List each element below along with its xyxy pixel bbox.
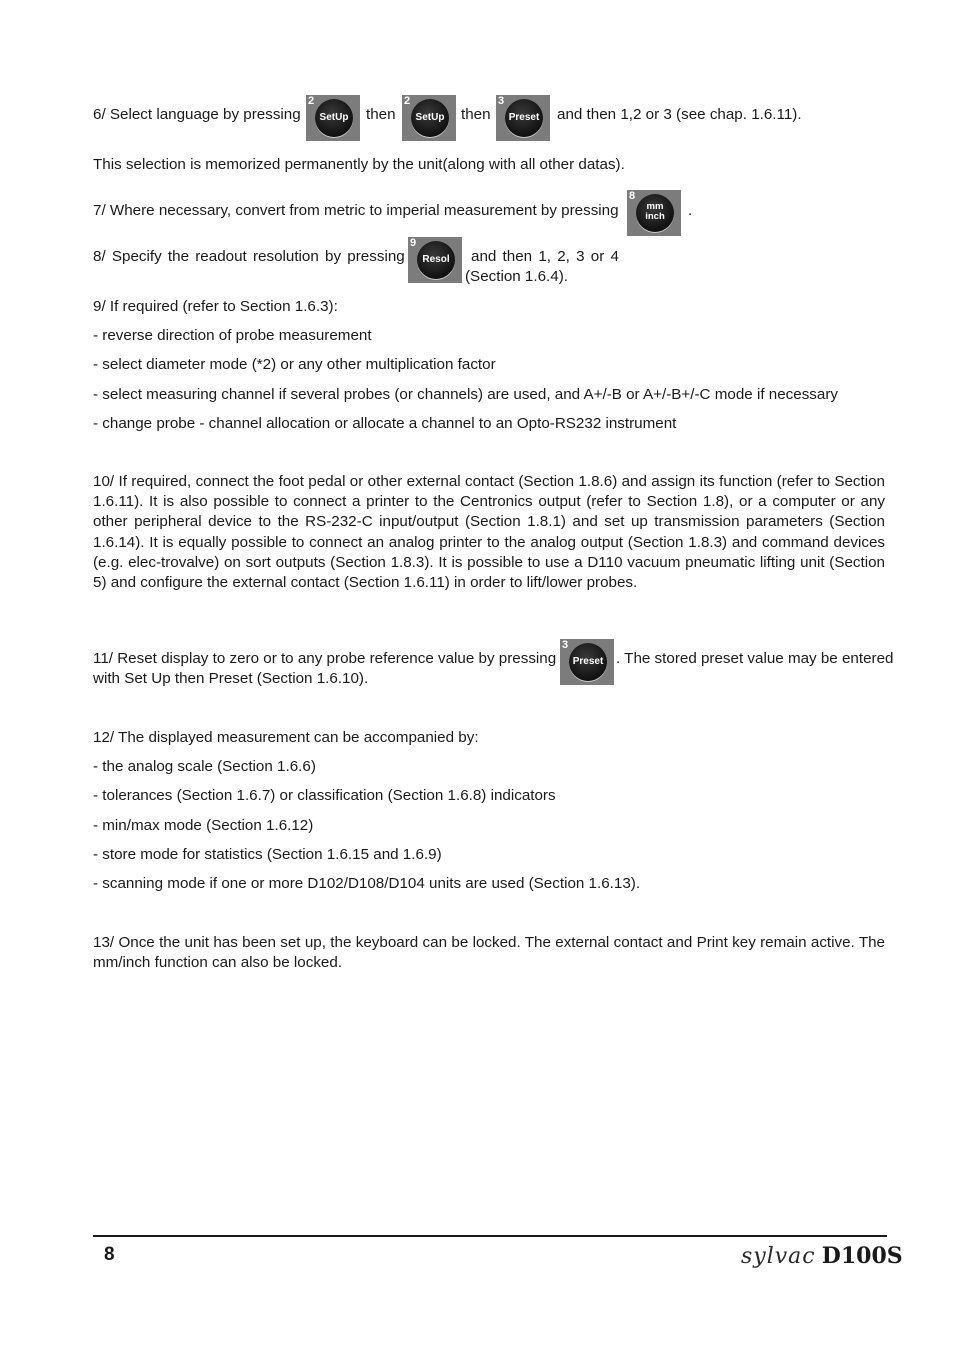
- key-number: 2: [404, 95, 411, 107]
- list-item: - scanning mode if one or more D102/D108/D104 units are used (Section 1.6.13).: [93, 875, 641, 892]
- key-label-line2: inch: [645, 211, 665, 222]
- list-item: - change probe - channel allocation or allocate a channel to an Opto-RS232 instrument: [93, 415, 677, 432]
- page-number: 8: [104, 1244, 115, 1265]
- step13-paragraph: 13/ Once the unit has been set up, the keyboard can be locked. The external contact and Print key remain active. The mm/inch function can also be locked.: [93, 934, 885, 972]
- list-item: - store mode for statistics (Section 1.6.15 and 1.6.9): [93, 846, 442, 863]
- setup-key-icon: [402, 95, 456, 141]
- key-label: Preset: [572, 656, 604, 667]
- step6-then-1: then: [366, 106, 396, 123]
- list-item: - select measuring channel if several probes (or channels) are used, and A+/-B or A+/-B+/-C mode if necessary: [93, 386, 838, 403]
- step6-text-b: and then 1,2 or 3 (see chap. 1.6.11).: [557, 106, 802, 123]
- key-number: 9: [410, 237, 417, 249]
- step7-text-b: .: [688, 202, 693, 219]
- list-item: - tolerances (Section 1.6.7) or classification (Section 1.6.8) indicators: [93, 787, 556, 804]
- list-item: - reverse direction of probe measurement: [93, 327, 372, 344]
- step10-paragraph: 10/ If required, connect the foot pedal or other external contact (Section 1.8.6) and assign its function (refer to Section 1.6.11). It is also possible to connect a printer to the Centronics output (refer to Section 1.8), or a computer or any other peripheral device to the RS-232-C input/output (Section 1.8.1) and set up transmission parameters (Section 1.6.14). It is equally possible to connect an analog printer to the analog output (Section 1.8.3) and command devices (e.g. elec-trovalve) on sort outputs (Section 1.8.3). It is possible to use a D110 vacuum pneumatic lifting unit (Section 5) and configure the external contact (Section 1.6.11) in order to lift/lower probes.: [93, 473, 885, 592]
- key-label: SetUp: [319, 112, 349, 123]
- key-label-line1: mm: [646, 201, 664, 212]
- step11-text-c: with Set Up then Preset (Section 1.6.10).: [93, 670, 369, 687]
- list-item: - min/max mode (Section 1.6.12): [93, 817, 314, 834]
- setup-key-icon: [306, 95, 360, 141]
- step11-text-b: . The stored preset value may be entered: [616, 650, 894, 667]
- key-label: Resol: [422, 254, 450, 265]
- key-label: Preset: [508, 112, 540, 123]
- key-number: 3: [498, 95, 505, 107]
- brand-name: sylvac: [741, 1244, 816, 1269]
- key-number: 2: [308, 95, 315, 107]
- mm-inch-key-icon: [627, 190, 681, 236]
- step7-text-a: 7/ Where necessary, convert from metric to imperial measurement by pressing: [93, 202, 619, 219]
- list-item: - select diameter mode (*2) or any other multiplication factor: [93, 356, 496, 373]
- brand-model: D100S: [821, 1243, 903, 1269]
- step8-text-a: 8/ Specify the readout resolution by pressing: [93, 248, 405, 265]
- brand-logo: [741, 1243, 903, 1270]
- step6-then-2: then: [461, 106, 491, 123]
- footer-rule: [93, 1235, 887, 1237]
- key-number: 3: [562, 639, 569, 651]
- list-item: - the analog scale (Section 1.6.6): [93, 758, 316, 775]
- step8-text-c: (Section 1.6.4).: [465, 268, 568, 285]
- step11-text-a: 11/ Reset display to zero or to any probe reference value by pressing: [93, 650, 557, 667]
- preset-key-icon: [496, 95, 550, 141]
- step9-intro: 9/ If required (refer to Section 1.6.3):: [93, 298, 338, 315]
- step8-text-b: and then 1, 2, 3 or 4: [471, 248, 619, 265]
- key-number: 8: [629, 190, 636, 202]
- step6-note: This selection is memorized permanently by the unit(along with all other datas).: [93, 156, 625, 173]
- step6-text-a: 6/ Select language by pressing: [93, 106, 301, 123]
- preset-key-icon: [560, 639, 614, 685]
- resol-key-icon: [408, 237, 462, 283]
- key-label: SetUp: [415, 112, 445, 123]
- step12-intro: 12/ The displayed measurement can be accompanied by:: [93, 729, 479, 746]
